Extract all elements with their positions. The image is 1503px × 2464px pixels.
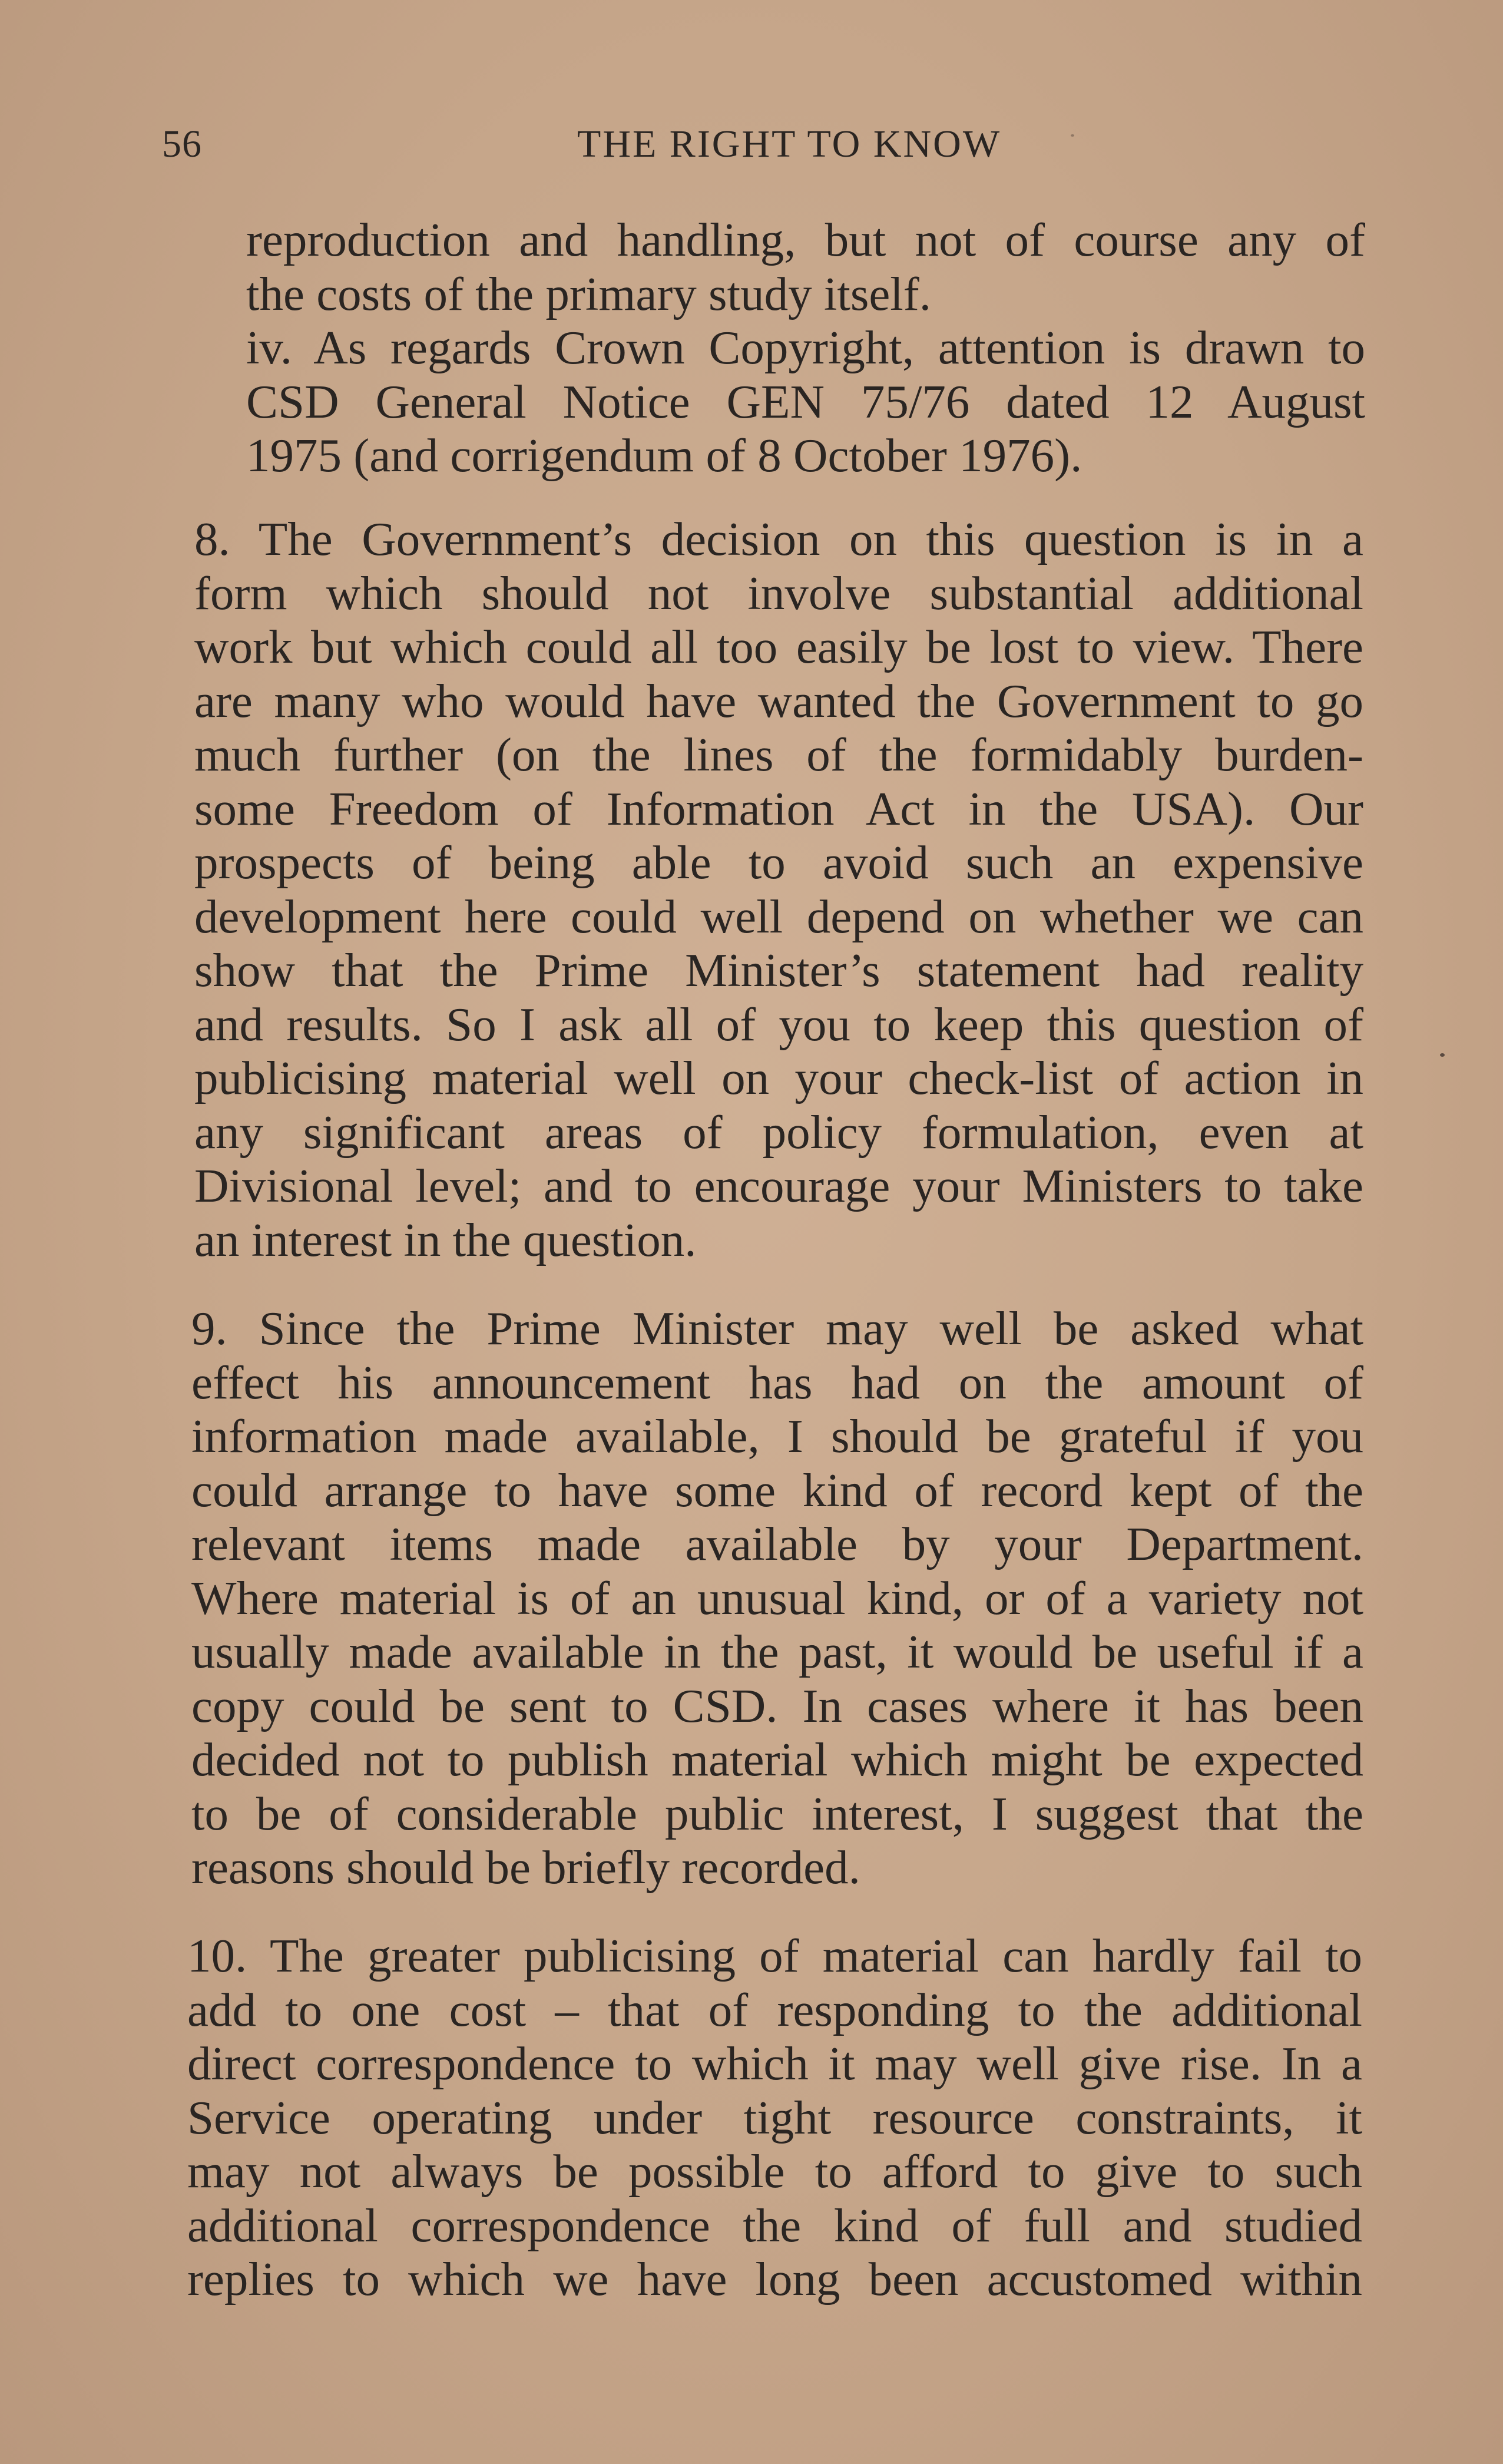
text-line: copy could be sent to CSD. In cases where it has been [191, 1679, 1363, 1732]
text-line: publicising material well on your check-list of action in [194, 1051, 1363, 1104]
text-line: 8. The Government’s decision on this question is in a [194, 512, 1363, 565]
text-line: are many who would have wanted the Government to go [194, 674, 1363, 727]
paper-speck [1440, 1053, 1445, 1057]
text-line: CSD General Notice GEN 75/76 dated 12 August [246, 375, 1365, 428]
text-line: Divisional level; and to encourage your Ministers to take [194, 1159, 1363, 1212]
text-line: much further (on the lines of the formidably burden- [194, 728, 1363, 781]
text-line: information made available, I should be grateful if you [191, 1410, 1363, 1463]
text-line: relevant items made available by your Department. [191, 1517, 1363, 1570]
text-line: form which should not involve substantial additional [194, 566, 1363, 620]
text-line: prospects of being able to avoid such an expensive [194, 836, 1363, 889]
text-line: the costs of the primary study itself. [246, 267, 932, 320]
text-line: replies to which we have long been accustomed within [187, 2253, 1362, 2306]
paragraph-10 [187, 1929, 1362, 2307]
running-head: THE RIGHT TO KNOW [577, 123, 1002, 166]
text-line: work but which could all too easily be lost to view. There [194, 620, 1363, 673]
text-line: additional correspondence the kind of full and studied [187, 2198, 1362, 2252]
text-line: an interest in the question. [194, 1213, 697, 1266]
text-line: to be of considerable public interest, I suggest that the [191, 1787, 1363, 1840]
page-number: 56 [162, 123, 202, 166]
text-line: reproduction and handling, but not of course any of [246, 213, 1365, 266]
text-line: 1975 (and corrigendum of 8 October 1976). [246, 429, 1082, 482]
text-line: development here could well depend on whether we can [194, 889, 1363, 943]
paragraph-9 [191, 1302, 1363, 1895]
text-line: show that the Prime Minister’s statement had reality [194, 944, 1363, 997]
text-line: may not always be possible to afford to give to such [187, 2145, 1362, 2198]
list-item-iv [246, 321, 1365, 483]
text-line: and results. So I ask all of you to keep this question of [194, 997, 1363, 1051]
paper-speck [1071, 134, 1074, 137]
text-line: usually made available in the past, it would be useful if a [191, 1625, 1363, 1678]
text-line: effect his announcement has had on the amount of [191, 1355, 1363, 1409]
text-line: could arrange to have some kind of record kept of the [191, 1463, 1363, 1517]
text-line: decided not to publish material which might be expected [191, 1733, 1363, 1786]
text-line: Where material is of an unusual kind, or of a variety not [191, 1571, 1363, 1625]
page-header [162, 121, 1045, 168]
text-line: reasons should be briefly recorded. [191, 1841, 860, 1894]
text-line: direct correspondence to which it may well give rise. In a [187, 2037, 1362, 2090]
text-line: Service operating under tight resource constraints, it [187, 2091, 1362, 2144]
text-line: 10. The greater publicising of material can hardly fail to [187, 1929, 1362, 1982]
paragraph-8 [194, 512, 1363, 1267]
text-line: add to one cost – that of responding to the additional [187, 1983, 1362, 2036]
text-line: any significant areas of policy formulation, even at [194, 1105, 1363, 1159]
text-line: 9. Since the Prime Minister may well be asked what [191, 1302, 1363, 1355]
continued-paragraph [246, 213, 1365, 321]
text-line: iv. As regards Crown Copyright, attention is drawn to [246, 321, 1365, 374]
text-line: some Freedom of Information Act in the USA). Our [194, 782, 1363, 835]
